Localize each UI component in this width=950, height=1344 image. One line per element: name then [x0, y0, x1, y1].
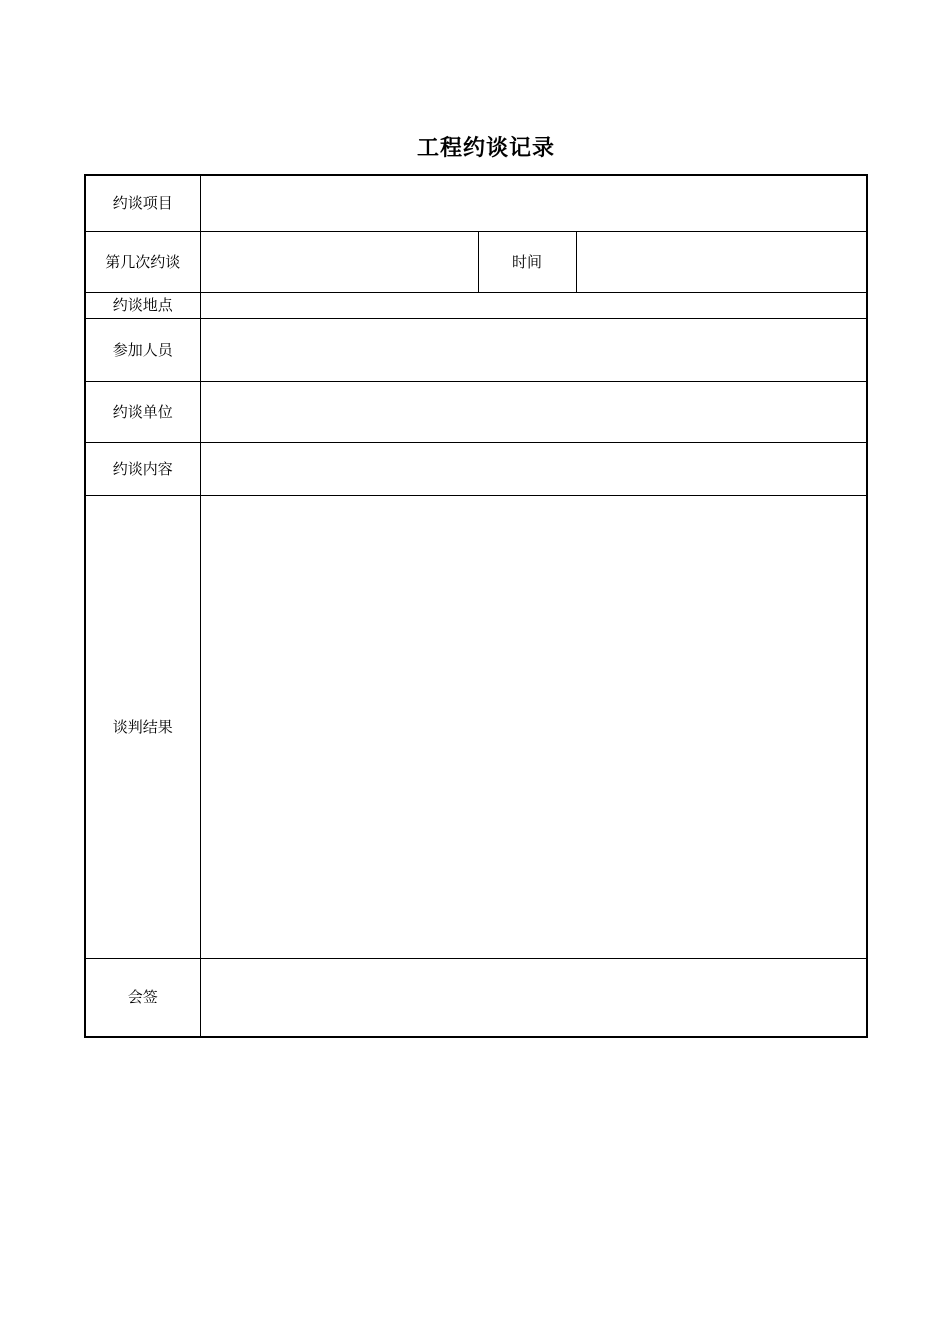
row-signoff [85, 958, 867, 1037]
row-round-time [85, 231, 867, 292]
row-unit [85, 381, 867, 442]
project-label: 约谈项目 [85, 175, 200, 231]
row-location [85, 292, 867, 318]
row-project [85, 175, 867, 231]
time-label: 时间 [478, 231, 576, 292]
row-result [85, 495, 867, 958]
row-participants [85, 318, 867, 381]
result-field[interactable] [200, 495, 867, 958]
location-label: 约谈地点 [85, 292, 200, 318]
result-label: 谈判结果 [85, 495, 200, 958]
page-title: 工程约谈记录 [416, 136, 555, 161]
signoff-field[interactable] [200, 958, 867, 1037]
participants-field[interactable] [200, 318, 867, 381]
participants-label: 参加人员 [85, 318, 200, 381]
round-label: 第几次约谈 [85, 231, 200, 292]
content-label: 约谈内容 [85, 442, 200, 495]
meeting-record-form [84, 174, 868, 1038]
unit-label: 约谈单位 [85, 381, 200, 442]
row-content [85, 442, 867, 495]
project-field[interactable] [200, 175, 867, 231]
round-field[interactable] [200, 231, 478, 292]
time-field[interactable] [576, 231, 867, 292]
signoff-label: 会签 [85, 958, 200, 1037]
content-field[interactable] [200, 442, 867, 495]
unit-field[interactable] [200, 381, 867, 442]
location-field[interactable] [200, 292, 867, 318]
